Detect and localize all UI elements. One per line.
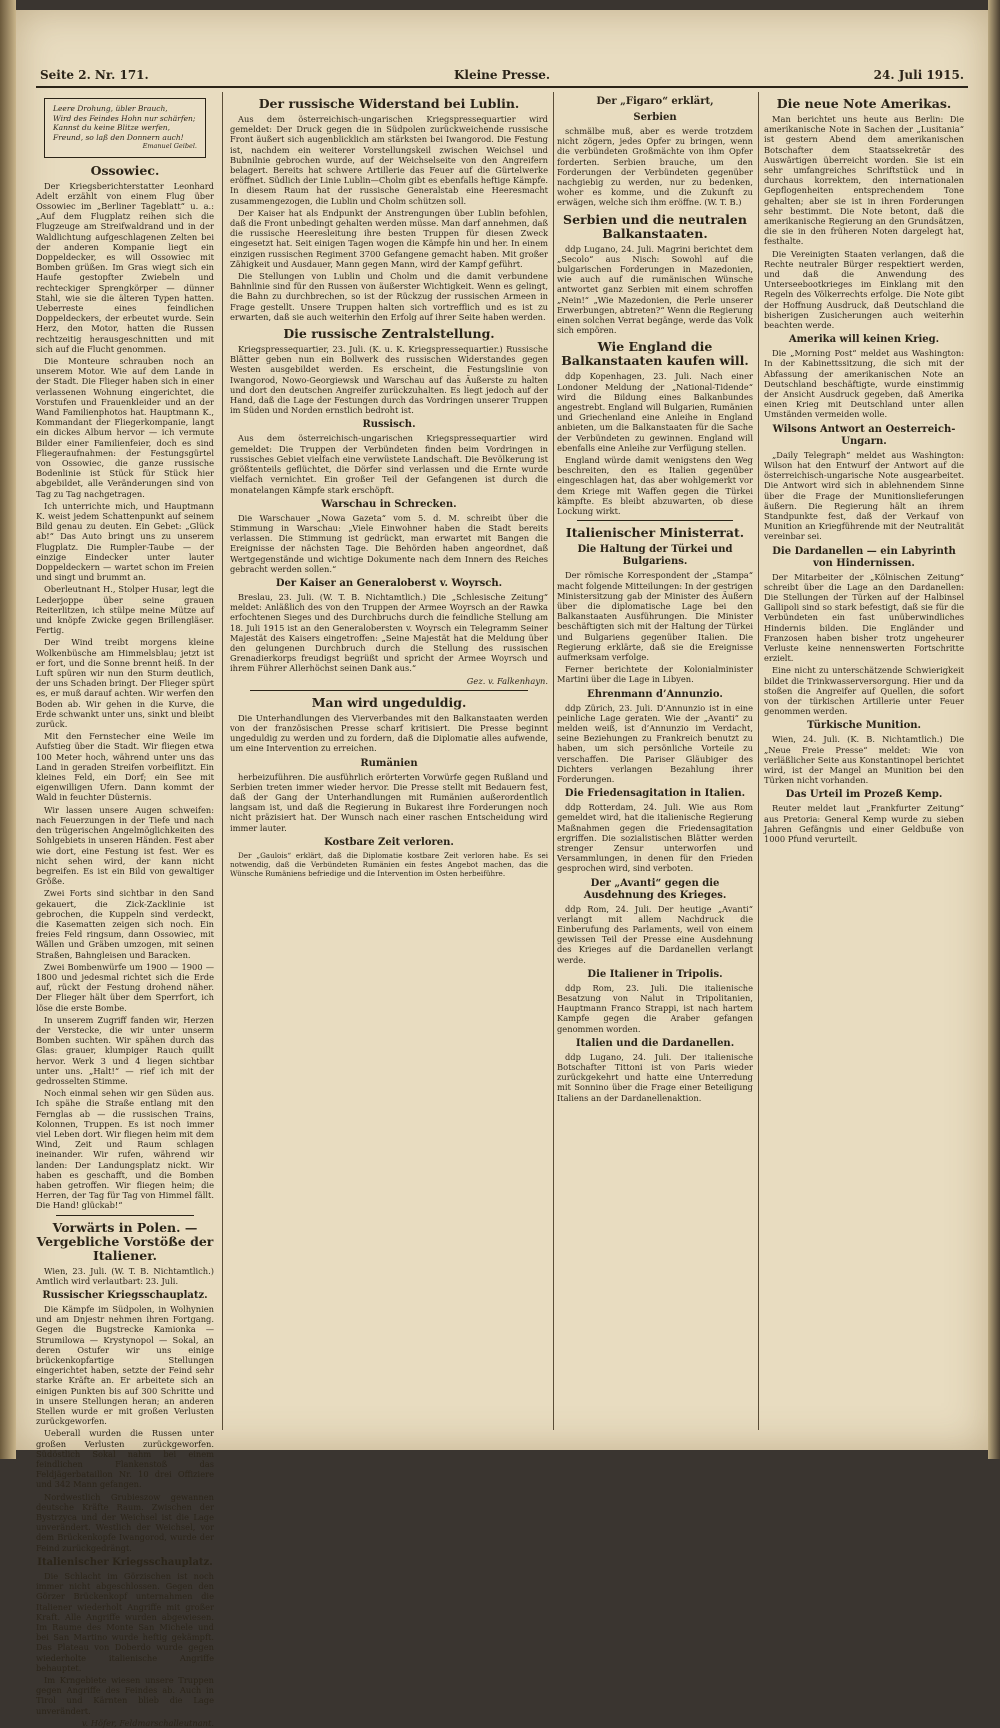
article-paragraph: Der Wind treibt morgens kleine Wolkenbüsche am Himmelsblau; jetzt ist er fort, und die Sonne brennt heiß. In der Luft spüren wir nun den Sturm deutlich, der uns Schaden bringt. Der Flieger spürt es, er muß darauf achten. Wir werfen den Boden ab. Wir gehen in die Kurve, die Erde schwankt unter uns, sinkt und bleibt zurück.: [36, 637, 214, 730]
column-divider: [222, 92, 223, 1430]
article-paragraph: ddp Rom, 24. Juli. Der heutige „Avanti“ verlangt mit allem Nachdruck die Einberufung des Parlaments, weil von einem gewissen Teil der Presse eine Ausdehnung des Krieges auf die Dardanellen verlangt werde.: [557, 903, 753, 965]
article-paragraph: ddp Lugano, 24. Juli. Magrini berichtet dem „Secolo“ aus Nisch: Sowohl auf die bulgarischen Forderungen in Mazedonien, wie auch auf die rumänischen Wünsche antwortet ganz Serbien mit einem schroffen „Nein!“ „Wie Mazedonien, die Perle unserer Erwerbungen, abtreten?“ Wenn die Regierung einen solchen Verrat begänge, werde das Volk sich empören.: [557, 243, 753, 336]
article-paragraph: Aus dem österreichisch-ungarischen Kriegspressequartier wird gemeldet: Die Truppen der Verbündeten finden beim Vordringen in russisches Gebiet vielfach eine verwüstete Landschaft. Die Bevölkerung ist größtenteils geflüchtet, die Dörfer sind verlassen und die Ernte wurde vielfach vernichtet. Ein großer Teil der Gefangenen ist durch die monatelangen Kämpfe stark erschöpft.: [230, 433, 548, 495]
book-binding: [0, 0, 16, 1459]
article-paragraph: „Daily Telegraph“ meldet aus Washington: Wilson hat den Entwurf der Antwort auf die österreichisch-ungarische Note ausgearbeitet. Die Antwort wird sich in ablehnendem Sinne über die Frage der Munitionslieferungen äußern. Die Regierung hält an ihrem Standpunkte fest, daß der Verkauf von Munition an Kriegführende mit der Neutralität vereinbar sei.: [764, 449, 964, 542]
signature: v. Höfer, Feldmarschalleutnant.: [81, 1717, 214, 1728]
article-paragraph: Zwei Bombenwürfe um 1900 — 1900 — 1800 und jedesmal richtet sich die Erde auf, rückt der Festung drohend näher. Der Flieger hält über dem Sperrfort, ich löse die erste Bombe.: [36, 961, 214, 1013]
article-paragraph: ddp Lugano, 24. Juli. Der italienische Botschafter Tittoni ist von Paris wieder zurückgekehrt und hatte eine Unterredung mit Sonnino über die Frage einer Beteiligung Italiens an der Dardanellenaktion.: [557, 1051, 753, 1103]
article-paragraph: Ferner berichtete der Kolonialminister Martini über die Lage in Libyen.: [557, 664, 753, 685]
column-2: [230, 92, 548, 1430]
article-headline: Die russische Zentralstellung.: [283, 326, 495, 342]
article-paragraph: ddp Rom, 23. Juli. Die italienische Besatzung von Nalut in Tripolitanien, Hauptmann Franco Strappi, ist nach hartem Kampfe gegen die Araber gefangen genommen worden.: [557, 982, 753, 1034]
section-subhead: Wilsons Antwort an Oesterreich-Ungarn.: [772, 423, 956, 447]
poem-line: Kannst du keine Blitze werfen,: [53, 123, 171, 132]
section-subhead: Russisch.: [362, 419, 416, 431]
column-3: [557, 92, 753, 1430]
column-1: [36, 92, 214, 1728]
section-subhead: Serbien: [633, 112, 677, 123]
article-paragraph: Kriegspressequartier, 23. Juli. (K. u. K. Kriegspressequartier.) Russische Blätter geben nun ein Bollwerk des russischen Widerstandes gegen Westen ausgebildet werden. Es erscheint, die Festungslinie von Iwangorod, Nowo-Georgiewsk und Warschau auf das Äußerste zu halten und dort den deutschen Angreifer zurückzuhalten. Es liegt jedoch auf der Hand, daß die Lage der Festungen durch das Vordringen unserer Truppen im Süden und Norden ernstlich bedroht ist.: [230, 344, 548, 416]
article-paragraph: Wir lassen unsere Augen schweifen: nach Feuerzungen in der Tiefe und nach den trügerischen Angelmöglichkeiten des Sohlgebiets in unseren Händen. Fest aber wie dort, eine Festung ist fest. Wer es nicht sehen wird, der kann nicht begreifen. Es ist ein Bild von gewaltiger Größe.: [36, 804, 214, 887]
article-paragraph: Die Schlacht im Görzischen ist noch immer nicht abgeschlossen. Gegen den Görzer Brückenkopf unternahmen die Italiener wiederholt Angriffe mit großer Kraft. Alle Angriffe wurden abgewiesen. Im Raume des Monte San Michele und bei San Martino wurde heftig gekämpft. Das Plateau von Doberdo wurde gegen wiederholte italienische Angriffe behauptet.: [36, 1570, 214, 1673]
article-paragraph: England würde damit wenigstens den Weg beschreiten, den es Italien gegenüber eingeschlagen hat, das aber wohlgemerkt vor dem Kriege mit Waffen gegen die Türkei kämpfte. Es bleibt abzuwarten, ob diese Lockung wirkt.: [557, 455, 753, 517]
article-paragraph: Zwei Forts sind sichtbar in den Sand gekauert, die Zick-Zacklinie ist gebrochen, die Kuppeln sind verdeckt, die Kasematten zeigen sich noch. Ein freies Feld ringsum, dann Ossowiec, mit Wällen und Gräben umzogen, mit seinen Straßen, Bahngleisen und Baracken.: [36, 888, 214, 960]
article-paragraph: Oberleutnant H., Stolper Husar, legt die Lederjoppe über seine grauen Reiterlitzen, ich stülpe meine Mütze auf und knöpfe Zwicke gegen Brillengläser. Fertig.: [36, 584, 214, 636]
section-subhead: Warschau in Schrecken.: [321, 498, 457, 510]
article-paragraph: Die „Morning Post“ meldet aus Washington: In der Kabinettssitzung, die sich mit der Abfassung der amerikanischen Note an Deutschland beschäftigte, wurde einstimmig der Ansicht Ausdruck gegeben, daß Amerika einen Krieg mit Deutschland unter allen Umständen vermeiden wolle.: [764, 348, 964, 420]
signature: Gez. v. Falkenhayn.: [466, 675, 548, 686]
article-headline: Die neue Note Amerikas.: [776, 96, 952, 111]
article-separator: [250, 690, 528, 691]
section-subhead: Die Dardanellen — ein Labyrinth von Hindernissen.: [772, 545, 956, 569]
article-paragraph: Man berichtet uns heute aus Berlin: Die amerikanische Note in Sachen der „Lusitania“ ist gestern Abend dem amerikanischen Botschafter dem Staatssekretär des Auswärtigen überreicht worden. Sie ist ein sehr umfangreiches Schriftstück und in durchaus korrektem, den internationalen Gepflogenheiten entsprechendem Tone gehalten; aber sie ist in ihren Forderungen sehr bestimmt. Die Note betont, daß die amerikanische Regierung an den Grundsätzen, die sie in den früheren Noten dargelegt hat, festhalte.: [764, 114, 964, 247]
section-subhead: Italienischer Kriegsschauplatz.: [37, 1556, 213, 1568]
newspaper-title: Kleine Presse.: [453, 68, 551, 82]
section-subhead: Der „Figaro“ erklärt,: [596, 96, 714, 107]
article-paragraph: Die Stellungen von Lublin und Cholm und die damit verbundene Bahnlinie sind für den Russen von äußerster Wichtigkeit. Wenn es gelingt, die Bahn zu durchbrechen, so ist der Rückzug der russischen Armeen in Frage gestellt. Unsere Truppen halten sich vortrefflich und es ist zu erwarten, daß sie auch weiterhin den Erfolg auf ihrer Seite haben werden.: [230, 271, 548, 322]
article-headline: Ossowiec.: [90, 162, 160, 178]
column-divider: [553, 92, 554, 1430]
article-headline: Man wird ungeduldig.: [311, 694, 467, 710]
article-paragraph: Der „Gaulois“ erklärt, daß die Diplomatie kostbare Zeit verloren habe. Es sei notwendig, daß die Verbündeten Rumänien ein festes Angebot machen, das die Wünsche Rumäniens befriedige und die Intervention im Osten herbeiführe.: [230, 850, 548, 878]
poem-line: Wird des Feindes Hohn nur schärfen;: [53, 113, 196, 123]
section-subhead: Russischer Kriegsschauplatz.: [42, 1290, 208, 1302]
section-subhead: Der „Avanti“ gegen die Ausdehnung des Krieges.: [583, 877, 727, 901]
poem-line: Freund, so laß den Donnern auch!: [53, 132, 184, 142]
article-separator: [577, 520, 733, 521]
article-paragraph: Breslau, 23. Juli. (W. T. B. Nichtamtlich.) Die „Schlesische Zeitung“ meldet: Anläßlich des von den Truppen der Armee Woyrsch an der Rawka erfochtenen Sieges und des Durchbruchs durch die feindliche Stellung am 18. Juli 1915 ist an den Generalobersten v. Woyrsch ein Telegramm Seiner Majestät des Kaisers eingetroffen: „Seine Majestät hat die Meldung über den gelungenen Durchbruch durch die Stellung des russischen Grenadierkorps freudigst begrüßt und spricht der Armee Woyrsch und ihrem Führer Allerhöchst seinen Dank aus.“: [230, 591, 548, 674]
article-separator: [56, 1215, 194, 1216]
article-paragraph: Die Monteure schrauben noch an unserem Motor. Wie auf dem Lande in der Stadt. Die Flieger haben sich in einer verlassenen Wohnung eingerichtet, die Vorstufen und Frauenkleider und an der Wand Familienphotos hat. Hauptmann K., Kommandant der Fliegerkompanie, langt ein dickes Album hervor — ich vermute Bilder einer Familienfeier, doch es sind Fliegeraufnahmen: der Festungsgürtel von Ossowiec, die ganze russische Bodenlinie ist Stück für Stück hier abgebildet, alle Veränderungen sind von Tag zu Tag nachgetragen.: [36, 355, 214, 499]
section-subhead: Türkische Munition.: [806, 720, 922, 732]
article-paragraph: Mit den Fernstecher eine Weile im Aufstieg über die Stadt. Wir fliegen etwa 100 Meter hoch, während unter uns das Land in geraden Streifen vorbeiflitzt. Ein kleines Feld, ein Dorf; ein See mit eigenwilligen Ufern. Dann kommt der Wald in feuchter Düsternis.: [36, 731, 214, 803]
article-paragraph: Reuter meldet laut „Frankfurter Zeitung“ aus Pretoria: General Kemp wurde zu sieben Jahren Gefängnis und einer Geldbuße von 1000 Pfund verurteilt.: [764, 803, 964, 844]
column-divider: [758, 92, 759, 1430]
section-subhead: Die Friedensagitation in Italien.: [564, 788, 746, 800]
newspaper-page: [16, 10, 988, 1728]
article-paragraph: Nordwestlich Grubieszow gewannen deutsche Kräfte Raum. Zwischen der Bystrzyca und der Weichsel ist die Lage unverändert. Westlich der Weichsel, vor dem Brückenkopfe Iwangorod, wurde der Feind zurückgedrängt.: [36, 1491, 214, 1553]
article-paragraph: Die Kämpfe im Südpolen, in Wolhynien und am Dnjestr nehmen ihren Fortgang. Gegen die Bugstrecke Kamionka — Strumilowa — Krystynopol — Sokal, an deren Ostufer wir uns einige brückenkopfartige Stellungen eingerichtet haben, setzte der Feind sehr starke Kräfte an. Er arbeitete sich an einigen Punkten bis auf 300 Schritte und in unsere Stellungen heran; an anderen Stellen wurde er mit großen Verlusten zurückgeworfen.: [36, 1304, 214, 1427]
article-paragraph: Die Unterhandlungen des Vierverbandes mit den Balkanstaaten werden von der französischen Presse scharf kritisiert. Die Presse beginnt ungeduldig zu werden und zu fordern, daß die Diplomatie alles aufwende, um eine Intervention zu erreichen.: [230, 712, 548, 754]
article-paragraph: Wien, 24. Juli. (K. B. Nichtamtlich.) Die „Neue Freie Presse“ meldet: Wie von verläßlicher Seite aus Konstantinopel berichtet wird, ist der Mangel an Munition bei den Türken nicht vorhanden.: [764, 734, 964, 786]
masthead: [36, 68, 968, 86]
section-subhead: Das Urteil im Prozeß Kemp.: [785, 789, 943, 801]
section-subhead: Der Kaiser an Generaloberst v. Woyrsch.: [275, 577, 503, 589]
section-subhead: Die Italiener in Tripolis.: [587, 968, 723, 980]
poem-author: Emanuel Geibel.: [142, 142, 197, 150]
page-number: Seite 2. Nr. 171.: [40, 68, 149, 82]
article-paragraph: ddp Kopenhagen, 23. Juli. Nach einer Londoner Meldung der „National-Tidende“ wird die Bildung eines Balkanbundes angestrebt. England will Bulgarien, Rumänien und Griechenland eine Anleihe in England anbieten, um die Balkanstaaten für die Sache der Verbündeten zu gewinnen. England will ebenfalls eine Anleihe zur Verfügung stellen.: [557, 371, 753, 453]
article-paragraph: ddp Zürich, 23. Juli. D’Annunzio ist in eine peinliche Lage geraten. Wie der „Avanti“ zu melden weiß, ist d’Annunzio im Verdacht, seine Beziehungen zu Frankreich benutzt zu haben, um sich persönliche Vorteile zu verschaffen. Die Pariser Gläubiger des Dichters verlangen Bezahlung ihrer Forderungen.: [557, 702, 753, 784]
article-paragraph: Der Kaiser hat als Endpunkt der Anstrengungen über Lublin befohlen, daß die Front unbedingt gehalten werden müsse. Man darf annehmen, daß die russische Heeresleitung ihre besten Truppen für diesen Zweck eingesetzt hat. Seit einigen Tagen wogen die Kämpfe hin und her. In einem einzigen russischen Regiment 3700 Gefangene gemacht haben. Mit großer Zähigkeit und Ausdauer, Mann gegen Mann, wird der Kampf geführt.: [230, 207, 548, 269]
article-paragraph: Wien, 23. Juli. (W. T. B. Nichtamtlich.) Amtlich wird verlautbart: 23. Juli.: [36, 1265, 214, 1286]
article-paragraph: schmälbe muß, aber es werde trotzdem nicht zögern, jedes Opfer zu bringen, wenn die verbündeten Großmächte von ihm Opfer forderten. Serbien brauche, um den Forderungen der Verbündeten gegenüber nachgiebig zu werden, nur zu bedenken, woher es komme, und die Zukunft zu erwägen, welche sich ihm eröffne. (W. T. B.): [557, 126, 753, 208]
article-headline: Wie England die Balkanstaaten kaufen will.: [561, 339, 749, 369]
article-headline: Vorwärts in Polen. — Vergebliche Vorstöße der Italiener.: [36, 1219, 214, 1263]
poem-line: Leere Drohung, übler Brauch,: [53, 104, 168, 113]
article-paragraph: Noch einmal sehen wir gen Süden aus. Ich spähe die Straße entlang mit den Fernglas ab — die russischen Trains, Kolonnen, Truppen. Es ist noch immer viel Leben dort. Wir fliegen heim mit dem Wind, Zeit und Raum schlagen ineinander. Wir rufen, während wir landen: Der Landungsplatz nickt. Wir haben es geschafft, und die Bomben haben getroffen. Wir fliegen heim; die Herren, der Tag für Tag von Himmel fällt. Die Hand! glückab!“: [36, 1088, 214, 1211]
section-subhead: Rumänien: [360, 757, 418, 769]
article-paragraph: Der Mitarbeiter der „Kölnischen Zeitung“ schreibt über die Lage an den Dardanellen: Die Stellungen der Türken auf der Halbinsel Gallipoli sind so stark befestigt, daß sie für die Verbündeten ein fast unüberwindliches Hindernis bilden. Die Engländer und Franzosen haben bisher trotz ungeheurer Verluste keine nennenswerten Fortschritte erzielt.: [764, 571, 964, 664]
article-headline: Serbien und die neutralen Balkanstaaten.: [563, 211, 747, 241]
section-subhead: Ehrenmann d’Annunzio.: [587, 688, 723, 700]
issue-date: 24. Juli 1915.: [873, 68, 964, 82]
article-headline: Der russische Widerstand bei Lublin.: [258, 96, 520, 111]
article-paragraph: Der Kriegsberichterstatter Leonhard Adelt erzählt von einem Flug über Ossowiec im „Berliner Tageblatt“ u. a.: „Auf dem Flugplatz reihen sich die Flugzeuge am Streifwaldrand und in der Waldlichtung aufgeschlagenen Zelten bei der anderen Kompanie liegt ein Doppeldecker, es will Ossowiec mit Bomben grüßen. Im Gras wiegt sich ein Haufe gestopfter Zwiebeln und rechteckiger Sprengkörper — dünner Stahl, wie sie die älteren Typen hatten. Ueberreste eines feindlichen Doppeldeckers, der erbeutet wurde. Sein Herz, den Motor, hatten die Russen rechtzeitig herausgeschnitten und mit sich auf die Flucht genommen.: [36, 180, 214, 354]
article-paragraph: Ich unterrichte mich, und Hauptmann K. weist jedem Schattenpunkt auf seinem Bild genau zu deuten. Ein Gebet: „Glück ab!“ Das Auto bringt uns zu unserem Flugplatz. Die Rumpler-Taube — der einzige Eindecker unter lauter Doppeldeckern — wartet schon im Freien und singt und brummt an.: [36, 500, 214, 583]
article-paragraph: In unserem Zugriff fanden wir, Herzen der Verstecke, die wir unter unserm Bomben suchten. Wir spähen durch das Glas: grauer, klumpiger Rauch quillt hervor. Werk 3 und 4 liegen sichtbar unter uns. „Halt!“ — rief ich mit der gedrosselten Stimme.: [36, 1014, 214, 1086]
article-paragraph: herbeizuführen. Die ausführlich erörterten Vorwürfe gegen Rußland und Serbien treten immer wieder hervor. Die Presse stellt mit Bedauern fest, daß der Gang der Unterhandlungen mit Rumänien außerordentlich langsam ist, und daß die Regierung in Bukarest ihre Forderungen noch nicht präzisiert hat. Der Wunsch nach einer raschen Entscheidung wird immer lauter.: [230, 771, 548, 833]
column-4: [764, 92, 964, 1430]
section-subhead: Amerika will keinen Krieg.: [788, 334, 940, 346]
article-headline: Italienischer Ministerrat.: [565, 525, 745, 541]
poem-box: [44, 98, 206, 158]
article-paragraph: Im Krngebiete wiesen unsere Truppen gegen Angriffe des Feindes ab. Auch in Tirol und Kärnten blieb die Lage unverändert.: [36, 1674, 214, 1716]
page-edge: [988, 0, 1000, 1459]
section-subhead: Kostbare Zeit verloren.: [324, 836, 454, 848]
article-paragraph: Der römische Korrespondent der „Stampa“ macht folgende Mitteilungen: In der gestrigen Ministersitzung gab der Minister des Äußern über die diplomatische Lage bei den Balkanstaaten Ausführungen. Die Minister beschäftigten sich mit der Haltung der Türkei und Bulgariens gegenüber Italien. Die Regierung erklärte, daß sie die Ereignisse aufmerksam verfolge.: [557, 570, 753, 662]
article-paragraph: Eine nicht zu unterschätzende Schwierigkeit bildet die Trinkwasserversorgung. Hier und da stoßen die Angreifer auf Quellen, die sofort von der türkischen Artillerie unter Feuer genommen werden.: [764, 665, 964, 717]
header-rule: [36, 86, 968, 88]
article-paragraph: Die Warschauer „Nowa Gazeta“ vom 5. d. M. schreibt über die Stimmung in Warschau: „Viele Einwohner haben die Stadt bereits verlassen. Die Stimmung ist gedrückt, man erwartet mit Bangen die Ereignisse der nächsten Tage. Die Behörden haben angeordnet, daß Wertgegenstände und wichtige Dokumente nach dem Innern des Reiches gebracht werden sollen.“: [230, 512, 548, 574]
section-subhead: Italien und die Dardanellen.: [575, 1037, 735, 1049]
article-paragraph: Ueberall wurden die Russen unter großen Verlusten zurückgeworfen. Südöstlich Sokal nahm bei einem feindlichen Flankenstoß das Feldjägerbataillon Nr. 10 drei Offiziere und 342 Mann gefangen.: [36, 1428, 214, 1490]
article-paragraph: Die Vereinigten Staaten verlangen, daß die Rechte neutraler Bürger respektiert werden, und daß die Anwendung des Unterseebootkrieges im Einklang mit den Regeln des Völkerrechts erfolge. Die Note gibt der Hoffnung Ausdruck, daß Deutschland die bisherigen Zusicherungen auch weiterhin beachten werde.: [764, 248, 964, 331]
article-paragraph: Aus dem österreichisch-ungarischen Kriegspressequartier wird gemeldet: Der Druck gegen die in Südpolen zurückweichende russische Front äußert sich augenblicklich am stärksten bei Iwangorod. Die Festung ist, nachdem ein weiterer Vorstellungskeil zwischen Weichsel und Bubnilnie gebrochen wurde, auf der Weichselseite von den Angreifern belagert. Bereits hat schwere Artillerie das Feuer auf die Gürtelwerke eröffnet. Südlich der Linie Lublin—Cholm gibt es ebenfalls heftige Kämpfe. In diesem Raum hat der russische Generalstab eine Heeresmacht zusammengezogen, die Lublin und Cholm schützen soll.: [230, 114, 548, 206]
article-paragraph: ddp Rotterdam, 24. Juli. Wie aus Rom gemeldet wird, hat die italienische Regierung Maßnahmen gegen die Friedensagitation ergriffen. Die sozialistischen Blätter werden strenger Zensur unterworfen und Versammlungen, in denen für den Frieden gesprochen wird, sind verboten.: [557, 802, 753, 874]
section-subhead: Die Haltung der Türkei und Bulgariens.: [577, 544, 733, 568]
